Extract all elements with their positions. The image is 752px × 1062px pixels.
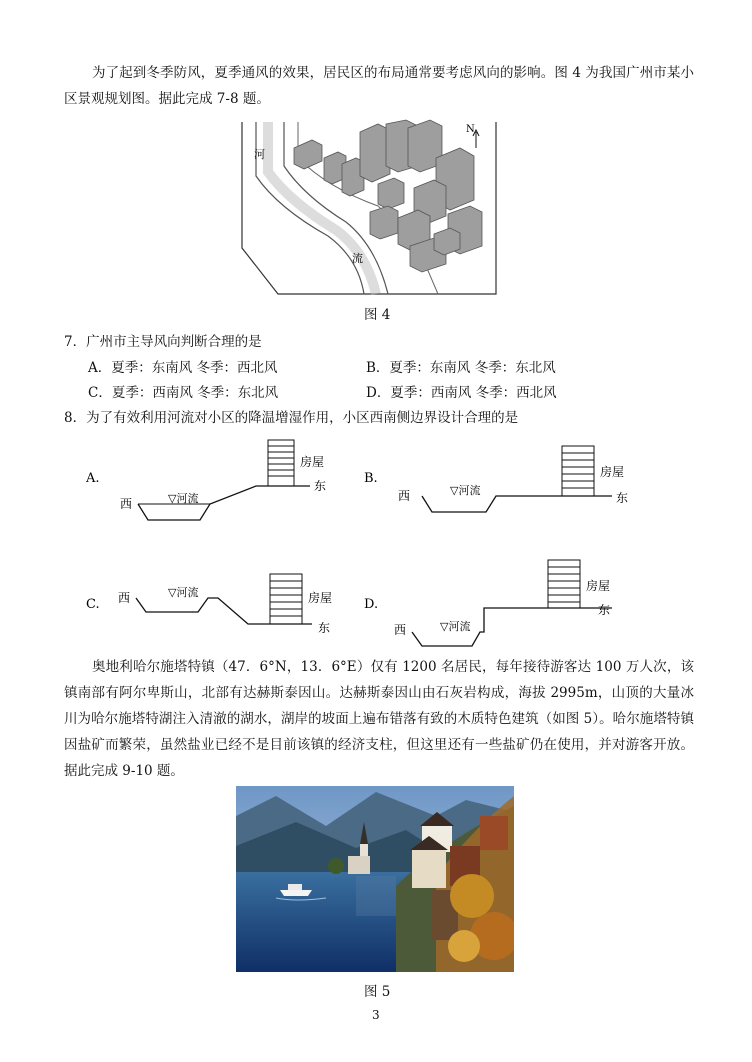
q7-option-c: C．夏季：西南风 冬季：东北风 (88, 385, 279, 401)
building-cluster (294, 120, 482, 272)
intro-paragraph-1: 为了起到冬季防风，夏季通风的效果，居民区的布局通常要考虑风向的影响。图 4 为我国广州市某小区景观规划图。据此完成 7-8 题。 (64, 65, 694, 107)
diagram-b-west: 西 (398, 489, 411, 503)
diagram-a-river: ▽河流 (168, 492, 199, 505)
river-label-1: 河 (254, 148, 265, 161)
north-label: N (466, 124, 475, 135)
diagram-d-west: 西 (394, 623, 407, 637)
diagram-b-river: ▽河流 (450, 484, 481, 497)
q8-diagram-a (80, 436, 340, 528)
q7-option-b: B．夏季：东南风 冬季：东北风 (366, 360, 556, 376)
diagram-c-east: 东 (318, 621, 331, 635)
intro-paragraph-2: 奥地利哈尔施塔特镇（47．6°N，13．6°E）仅有 1200 名居民，每年接待游客达 100 万人次，该镇南部有阿尔卑斯山，北部有达赫斯泰因山。达赫斯泰因山由石灰岩构成，海拔 2995m，山顶的大量冰川为哈尔施塔特湖注入清澈的湖水，湖岸的坡面上遍布错落有致的木质特色建筑（如图 5）。哈尔施塔特镇因盐矿而繁荣，虽然盐业已经不是目前该镇的经济支柱，但这里还有一些盐矿仍在使用，并对游客开放。据此完成 9-10 题。 (64, 659, 694, 779)
figure-4-map (238, 118, 500, 296)
diagram-b-east: 东 (616, 491, 629, 505)
q8-diagram-c (80, 570, 350, 636)
figure-5-caption: 图 5 (364, 984, 391, 1000)
diagram-c-house (270, 574, 302, 624)
diagram-c-letter: C. (86, 597, 100, 612)
diagram-c-west: 西 (118, 591, 131, 605)
diagram-b-house-label: 房屋 (600, 465, 625, 479)
diagram-a-house (268, 440, 294, 486)
diagram-d-letter: D. (364, 597, 379, 612)
diagram-a-house-label: 房屋 (300, 455, 325, 469)
diagram-d-river: ▽河流 (440, 620, 471, 633)
diagram-c-river: ▽河流 (168, 586, 199, 599)
diagram-b-letter: B. (364, 471, 378, 486)
diagram-d-house-label: 房屋 (586, 579, 611, 593)
diagram-d-east: 东 (598, 603, 611, 617)
diagram-a-east: 东 (314, 479, 327, 493)
diagram-a-letter: A. (86, 471, 100, 486)
q8-diagram-d (362, 556, 642, 650)
figure-5-photo (236, 786, 514, 972)
q8-stem: 8．为了有效利用河流对小区的降温增湿作用，小区西南侧边界设计合理的是 (64, 410, 519, 426)
river-label-2: 流 (352, 252, 363, 265)
figure-4-caption: 图 4 (364, 307, 391, 323)
q7-stem: 7．广州市主导风向判断合理的是 (64, 334, 262, 350)
diagram-c-house-label: 房屋 (308, 591, 333, 605)
diagram-d-house (548, 560, 580, 608)
diagram-a-west: 西 (120, 497, 133, 511)
q8-diagram-b (362, 436, 642, 528)
page-number: 3 (372, 1008, 380, 1022)
diagram-b-house (562, 446, 594, 496)
q7-option-a: A．夏季：东南风 冬季：西北风 (88, 360, 278, 376)
q7-option-d: D．夏季：西南风 冬季：西北风 (366, 385, 557, 401)
